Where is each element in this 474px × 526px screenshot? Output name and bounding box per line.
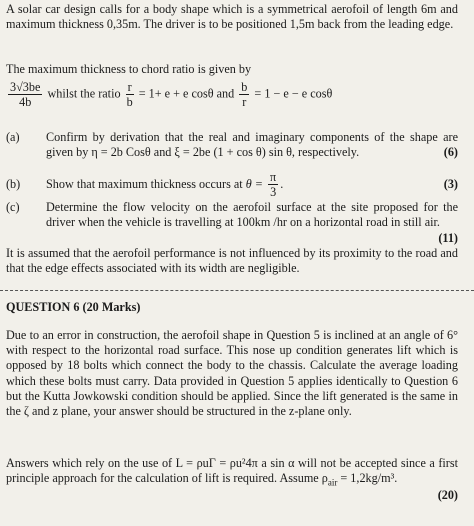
fraction-numerator: b: [241, 80, 248, 94]
part-c: [6, 200, 458, 247]
fraction-numerator: π: [270, 170, 277, 184]
ratio-intro: The maximum thickness to chord ratio is given by: [6, 62, 252, 76]
eq-and-text: and: [216, 86, 235, 101]
rho-subscript: air: [327, 477, 338, 488]
fraction-denominator: b: [126, 95, 133, 109]
question-6-heading: QUESTION 6 (20 Marks): [6, 300, 141, 314]
marks: (6): [443, 145, 458, 159]
r-over-b-fraction: [126, 80, 134, 109]
part-b: [6, 170, 458, 200]
thickness-fraction: [8, 80, 42, 109]
ratio-equation: [6, 80, 458, 114]
part-a-text: [46, 130, 458, 160]
fraction-denominator: 4b: [19, 95, 32, 109]
eq-expression-1: = 1+ e + e cosθ: [138, 86, 214, 101]
section-divider: [0, 290, 474, 291]
part-text: Confirm by derivation that the real and imaginary components of the shape are given by η = 2b Cosθ and ξ = 2be (1 + cos θ) sin θ, respectively.: [46, 130, 458, 160]
fraction-denominator: r: [242, 95, 247, 109]
q6-marks-row: [6, 488, 458, 504]
period: .: [280, 176, 284, 191]
q6-paragraph-2-end: = 1,2kg/m³.: [337, 471, 398, 486]
part-label: (c): [6, 200, 20, 214]
fraction-denominator: 3: [270, 185, 277, 199]
q6-paragraph-2: [6, 456, 458, 491]
part-label: (b): [6, 177, 21, 191]
assumption-text: It is assumed that the aerofoil performance is not influenced by its proximity to the road and that the edge effects associated with its width are negligible.: [6, 246, 458, 276]
marks: (11): [438, 231, 458, 245]
eq-expression-2: = 1 − e − e cosθ: [254, 86, 333, 101]
theta-symbol: θ =: [245, 176, 263, 191]
part-c-text: Determine the flow velocity on the aerofoil surface at the site proposed for the driver when the vehicle is travelling at 100km /hr on a horizontal road in still air.: [46, 200, 458, 230]
b-over-r-fraction: [239, 80, 249, 109]
eq-whilst-text: whilst the ratio: [47, 86, 121, 101]
fraction-numerator: 3√3be: [10, 80, 41, 94]
part-a: [6, 130, 458, 162]
part-text: Show that maximum thickness occurs at: [46, 176, 243, 191]
part-label: (a): [6, 130, 20, 144]
marks: (20): [437, 488, 458, 502]
fraction-numerator: r: [127, 80, 132, 94]
marks: (3): [443, 177, 458, 191]
q6-paragraph-1: Due to an error in construction, the aerofoil shape in Question 5 is inclined at an angle of 6° with respect to the horizontal road surface. This nose up condition generates lift which is opposed by 18 bolts which connect the body to the chassis. Calculate the average loading which these bolts must carry. Data provided in Question 5 applies identically to Question 6 but the Kutta Jowkowski condition should be applied. Since the lift generated is the same in the ζ and z plane, your answer should be structured in the z-plane only.: [6, 328, 458, 419]
pi-over-3-fraction: [268, 170, 278, 199]
q6-paragraph-2-text: Answers which rely on the use of L = ρuΓ = ρu²4π a sin α will not be accepted since a first principle approach for the calculation of lift is required. Assume ρ: [6, 456, 458, 486]
q5-intro: A solar car design calls for a body shape which is a symmetrical aerofoil of length 6m and maximum thickness 0,35m. The driver is to be positioned 1,5m back from the leading edge.: [6, 2, 458, 32]
part-b-text: [46, 170, 458, 199]
